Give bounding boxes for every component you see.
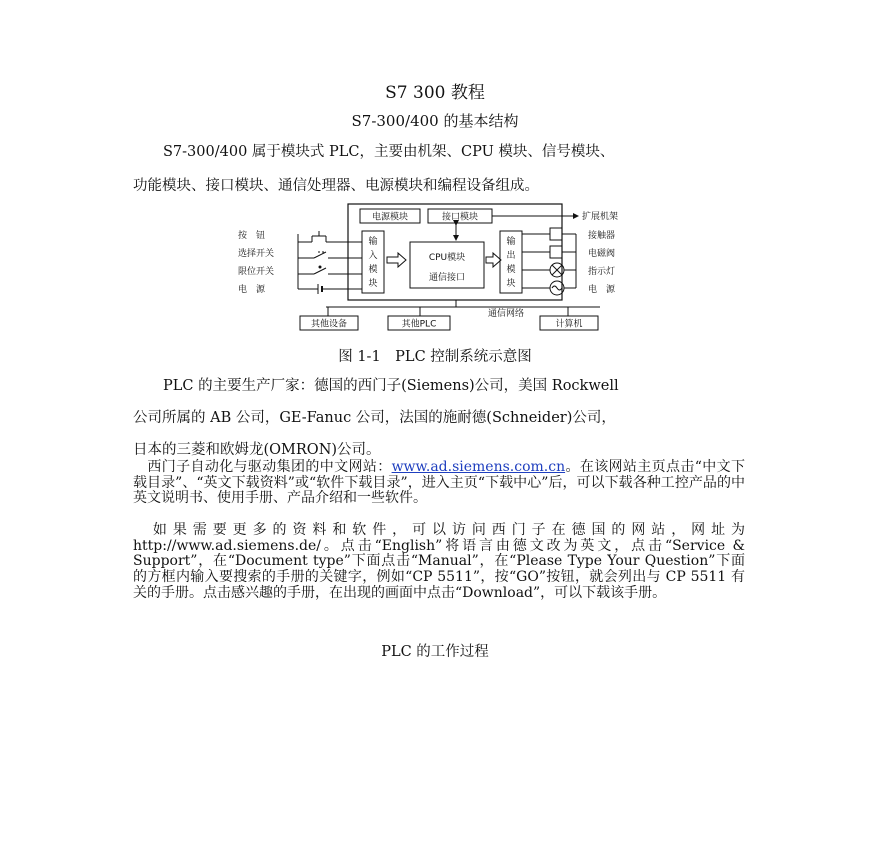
input-label-selector: 选择开关 bbox=[238, 249, 275, 259]
other-plc-label: 其他PLC bbox=[401, 319, 437, 330]
power-module-label: 电源模块 bbox=[371, 212, 409, 223]
computer-label: 计算机 bbox=[555, 319, 583, 330]
para3-text-end: 。在该网站主页点击“中文下载目录”、“英文下载资料”或“软件下载目录”，进入主页“下载中心”后，可以下载各种工控产品的中英文说明书、使用手册、产品介绍和一些软件。 bbox=[133, 459, 745, 507]
output-label-contactor: 接触器 bbox=[588, 231, 616, 241]
para2-line3: 日本的三菱和欧姆龙(OMRON)公司。 bbox=[133, 442, 381, 458]
output-label-power: 电 源 bbox=[588, 285, 616, 295]
other-device-label: 其他设备 bbox=[310, 319, 348, 330]
input-label-power: 电 源 bbox=[238, 285, 266, 295]
network-label: 通信网络 bbox=[488, 309, 525, 319]
para3-text-start: 西门子自动化与驱动集团的中文网站： bbox=[133, 459, 392, 475]
page-title: S7 300 教程 bbox=[385, 83, 485, 103]
section-title-structure: S7-300/400 的基本结构 bbox=[351, 112, 519, 130]
figure-caption: 图 1-1 PLC 控制系统示意图 bbox=[338, 349, 532, 365]
para2-line1: PLC 的主要生产厂家：德国的西门子(Siemens)公司，美国 Rockwell bbox=[163, 378, 619, 394]
input-module-char-3: 模 bbox=[368, 265, 378, 275]
input-label-limit: 限位开关 bbox=[238, 267, 275, 277]
output-module-char-2: 出 bbox=[506, 251, 516, 261]
cpu-module-label: CPU模块 bbox=[428, 253, 466, 263]
input-module-char-1: 输 bbox=[368, 237, 378, 247]
para2-line2: 公司所属的 AB 公司，GE-Fanuc 公司，法国的施耐德(Schneider)公司， bbox=[133, 410, 616, 426]
para1-line2: 功能模块、接口模块、通信处理器、电源模块和编程设备组成。 bbox=[133, 178, 539, 194]
comm-interface-label: 通信接口 bbox=[428, 273, 466, 283]
section-title-work-process: PLC 的工作过程 bbox=[381, 644, 489, 660]
para3 bbox=[133, 460, 745, 507]
input-module-char-2: 入 bbox=[368, 251, 378, 261]
interface-module-label: 接口模块 bbox=[441, 212, 479, 223]
plc-control-diagram bbox=[230, 200, 650, 336]
output-module-char-4: 块 bbox=[506, 279, 516, 289]
output-module-char-3: 模 bbox=[506, 265, 516, 275]
output-label-solenoid: 电磁阀 bbox=[588, 249, 616, 259]
input-module-char-4: 块 bbox=[368, 279, 378, 289]
siemens-china-link[interactable]: www.ad.siemens.com.cn bbox=[391, 459, 566, 475]
output-module-char-1: 输 bbox=[506, 237, 516, 247]
input-label-button: 按 钮 bbox=[238, 231, 266, 241]
para4-text: 如果需要更多的资料和软件，可以访问西门子在德国的网站，网址为 http://www.ad.siemens.de/。点击“English”将语言由德文改为英文，点击“Service & Support”，在“Document type”下面点击“Manual”，在“Please Type Your Question”下面的方框内输入要搜索的手册的关键字，例如“CP 5511”，按“GO”按钮，就会列出与 CP 5511 有关的手册。点击感兴趣的手册，在出现的画面中点击“Download”，可以下载该手册。 bbox=[133, 522, 745, 601]
para1-line1: S7-300/400 属于模块式 PLC，主要由机架、CPU 模块、信号模块、 bbox=[163, 144, 615, 160]
expansion-rack-label: 扩展机架 bbox=[582, 212, 619, 222]
output-label-lamp: 指示灯 bbox=[588, 267, 616, 277]
para4 bbox=[133, 523, 745, 602]
